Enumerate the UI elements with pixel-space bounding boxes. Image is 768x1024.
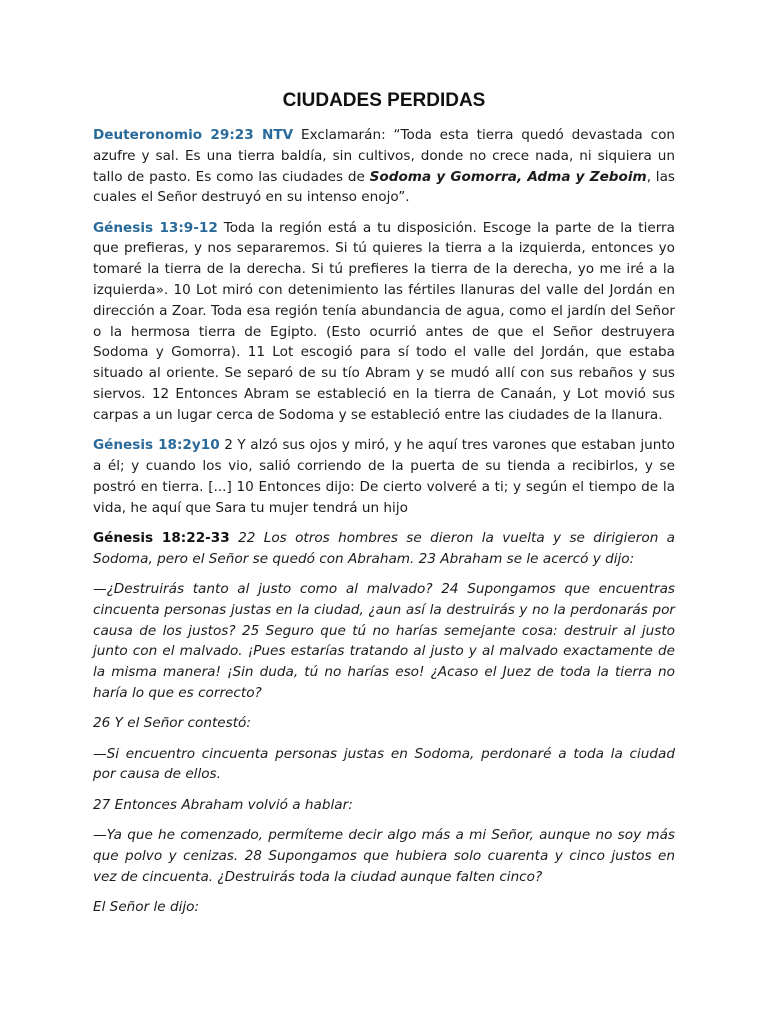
verse-reference: Deuteronomio 29:23 NTV: [93, 127, 294, 143]
paragraph-dialogue-abraham: —Ya que he comenzado, permíteme decir algo más a mi Señor, aunque no soy más que polvo y cenizas. 28 Supongamos que hubiera solo cuarenta y cinco justos en vez de cincuenta. ¿Destruirás toda la ciudad aunque falten cinco?: [93, 826, 675, 885]
page-title: CIUDADES PERDIDAS: [282, 90, 486, 111]
verse-text: 2 Y alzó sus ojos y miró, y he aquí tres varones que estaban junto a él; y cuando los vio, salió corriendo de la puerta de su tienda a recibirlos, y se postró en tierra. [...] 10 Entonces dijo: De cierto volveré a ti; y según el tiempo de la vida, he aquí que Sara tu mujer tendrá un hijo: [93, 437, 675, 516]
paragraph-genesis-18-2: [93, 435, 675, 518]
paragraph-dialogue-abraham: —¿Destruirás tanto al justo como al malvado? 24 Supongamos que encuentras cincuenta personas justas en la ciudad, ¿aun así la destruirás y no la perdonarás por causa de los justos? 25 Seguro que tú no harías semejante cosa: destruir al justo junto con el malvado. ¡Pues estarías tratando al justo y al malvado exactamente de la misma manera! ¡Sin duda, tú no harías eso! ¿Acaso el Juez de toda la tierra no haría lo que es correcto?: [93, 580, 675, 701]
paragraph-dialogue-senor: —Si encuentro cincuenta personas justas en Sodoma, perdonaré a toda la ciudad por causa de ellos.: [93, 745, 675, 783]
paragraph-narration: 27 Entonces Abraham volvió a hablar:: [93, 796, 353, 813]
verse-text: Exclamarán: “Toda esta tierra quedó devastada con azufre y sal. Es una tierra baldía, sin cultivos, donde no crece nada, ni siquiera un tallo de pasto. Es como las ciudades de: [93, 127, 676, 185]
verse-text: Toda la región está a tu disposición. Escoge la parte de la tierra que prefieras, y nos separaremos. Si tú quieres la tierra a la izquierda, entonces yo tomaré la tierra de la derecha. Si tú prefieres la tierra de la derecha, yo me iré a la izquierda». 10 Lot miró con detenimiento las fértiles llanuras del valle del Jordán en dirección a Zoar. Toda esa región tenía abundancia de agua, como el jardín del Señor o la hermosa tierra de Egipto. (Esto ocurrió antes de que el Señor destruyera Sodoma y Gomorra). 11 Lot escogió para sí todo el valle del Jordán, que estaba situado al oriente. Se separó de su tío Abram y se mudó allí con sus rebaños y sus siervos. 12 Entonces Abram se estableció en la tierra de Canaán, y Lot movió sus carpas a un lugar cerca de Sodoma y se estableció entre las ciudades de la llanura.: [93, 219, 675, 423]
paragraph-genesis-13: [93, 218, 675, 426]
verse-reference: Génesis 18:22-33: [93, 529, 230, 546]
verse-text: , las cuales el Señor destruyó en su intenso enojo”.: [93, 168, 675, 206]
paragraph-narration: El Señor le dijo:: [93, 898, 200, 915]
cities-emphasis: Sodoma y Gomorra, Adma y Zeboim: [369, 168, 647, 185]
paragraph-deuteronomio: [93, 125, 675, 208]
paragraph-genesis-18-22: [93, 528, 675, 570]
verse-text: 22 Los otros hombres se dieron la vuelta y se dirigieron a Sodoma, pero el Señor se quedó con Abraham. 23 Abraham se le acercó y dijo:: [93, 529, 676, 567]
paragraph-narration: 26 Y el Señor contestó:: [93, 715, 251, 732]
verse-reference: Génesis 18:2y10: [93, 437, 220, 454]
verse-reference: Génesis 13:9-12: [93, 219, 218, 236]
document-page: [93, 88, 675, 927]
